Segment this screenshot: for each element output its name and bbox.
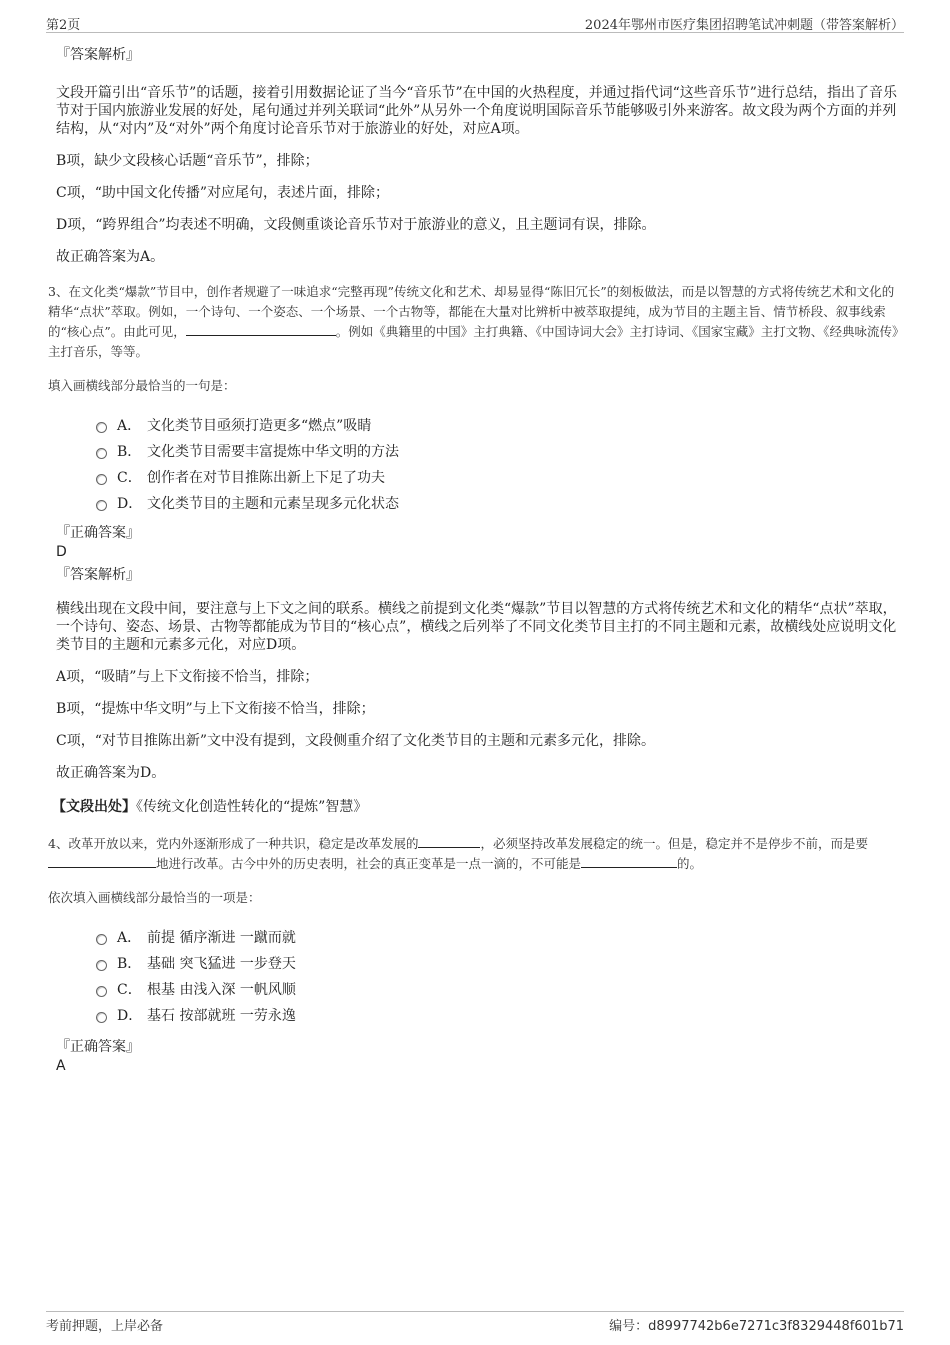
radio-icon[interactable] <box>96 934 107 945</box>
analysis-paragraph: 横线出现在文段中间，要注意与上下文之间的联系。横线之前提到文化类“爆款”节目以智慧的方式将传统艺术和文化的精华“点状”萃取，一个诗句、姿态、场景、古物等都能成为节目的“核心点”，横线之后列举了不同文化类节目主打的不同主题和元素，故横线处应说明文化类节目的主题和元素多元化，对应D项。 <box>56 601 897 653</box>
analysis-conclusion: 故正确答案为A。 <box>56 249 165 265</box>
footer-slogan: 考前押题，上岸必备 <box>46 1319 164 1334</box>
question-3-options <box>96 412 904 516</box>
fill-blank <box>581 855 677 868</box>
analysis-paragraph: A项，“吸睛”与上下文衔接不恰当，排除； <box>56 669 319 685</box>
fill-blank <box>418 835 480 848</box>
page-header <box>46 12 904 33</box>
radio-icon[interactable] <box>96 448 107 459</box>
analysis-paragraph: 文段开篇引出“音乐节”的话题，接着引用数据论证了当今“音乐节”在中国的火热程度，并通过指代词“这些音乐节”进行总结，指出了音乐节对于国内旅游业发展的好处，尾句通过并列关联词“此外”从另外一个角度说明国际音乐节能够吸引外来游客。故文段为两个方面的并列结构，从“对内”及“对外”两个角度讨论音乐节对于旅游业的好处，对应A项。 <box>56 85 897 137</box>
option-c[interactable]: C． 创作者在对节目推陈出新上下足了功夫 <box>96 464 904 490</box>
radio-icon[interactable] <box>96 986 107 997</box>
analysis-label: 『答案解析』 <box>56 47 140 63</box>
analysis-conclusion: 故正确答案为D。 <box>56 765 166 781</box>
question-3-stem: 3、在文化类“爆款”节目中，创作者规避了一味追求“完整再现”传统文化和艺术、却易显得“陈旧冗长”的刻板做法，而是以智慧的方式将传统艺术和文化的精华“点状”萃取。例如，一个诗句、一个姿态、一个场景、一个古物等，都能在大量对比辨析中被萃取提纯，成为节目的主题主旨、情节桥段、叙事线索的“核心点”。由此可见， 。例如《典籍里的中国》主打典籍、《中国诗词大会》主打诗词、《国家宝藏》主打文物、《经典咏流传》主打音乐，等等。 <box>48 284 899 359</box>
page-number: 第2页 <box>46 18 81 33</box>
option-b[interactable]: B． 文化类节目需要丰富提炼中华文明的方法 <box>96 438 904 464</box>
option-a[interactable]: A． 文化类节目亟须打造更多“燃点”吸睛 <box>96 412 904 438</box>
option-b[interactable]: B． 基础 突飞猛进 一步登天 <box>96 950 904 976</box>
text-source: 【文段出处】《传统文化创造性转化的“提炼”智慧》 <box>52 799 368 815</box>
option-c[interactable]: C． 根基 由浅入深 一帆风顺 <box>96 976 904 1002</box>
fill-blank <box>186 323 336 336</box>
correct-answer-label: 『正确答案』 <box>56 525 140 541</box>
question-3-prompt: 填入画横线部分最恰当的一句是： <box>48 378 236 393</box>
radio-icon[interactable] <box>96 500 107 511</box>
correct-answer-value: D <box>56 544 67 560</box>
question-4-stem: 4、改革开放以来，党内外逐渐形成了一种共识，稳定是改革发展的 ，必须坚持改革发展稳定的统一。但是，稳定并不是停步不前，而是要地进行改革。古今中外的历史表明，社会的真正变革是一点一滴的，不可能是 的。 <box>48 836 868 871</box>
radio-icon[interactable] <box>96 1012 107 1023</box>
fill-blank <box>48 855 156 868</box>
option-d[interactable]: D． 基石 按部就班 一劳永逸 <box>96 1002 904 1028</box>
question-4-prompt: 依次填入画横线部分最恰当的一项是： <box>48 890 261 905</box>
page-footer <box>46 1311 904 1336</box>
document-code: 编号：d8997742b6e7271c3f8329448f601b71 <box>609 1319 904 1334</box>
radio-icon[interactable] <box>96 422 107 433</box>
question-4-options <box>96 924 904 1028</box>
option-a[interactable]: A． 前提 循序渐进 一蹴而就 <box>96 924 904 950</box>
document-title: 2024年鄂州市医疗集团招聘笔试冲刺题（带答案解析） <box>584 18 904 33</box>
analysis-paragraph: D项，“跨界组合”均表述不明确，文段侧重谈论音乐节对于旅游业的意义，且主题词有误，排除。 <box>56 217 656 233</box>
page-content <box>48 40 904 1074</box>
analysis-paragraph: C项，“对节目推陈出新”文中没有提到，文段侧重介绍了文化类节目的主题和元素多元化，排除。 <box>56 733 656 749</box>
analysis-label: 『答案解析』 <box>56 567 140 583</box>
radio-icon[interactable] <box>96 474 107 485</box>
radio-icon[interactable] <box>96 960 107 971</box>
correct-answer-label: 『正确答案』 <box>56 1039 140 1055</box>
analysis-paragraph: B项，缺少文段核心话题“音乐节”，排除； <box>56 153 319 169</box>
option-d[interactable]: D． 文化类节目的主题和元素呈现多元化状态 <box>96 490 904 516</box>
analysis-paragraph: B项，“提炼中华文明”与上下文衔接不恰当，排除； <box>56 701 375 717</box>
correct-answer-value: A <box>56 1058 66 1074</box>
analysis-paragraph: C项，“助中国文化传播”对应尾句，表述片面，排除； <box>56 185 390 201</box>
